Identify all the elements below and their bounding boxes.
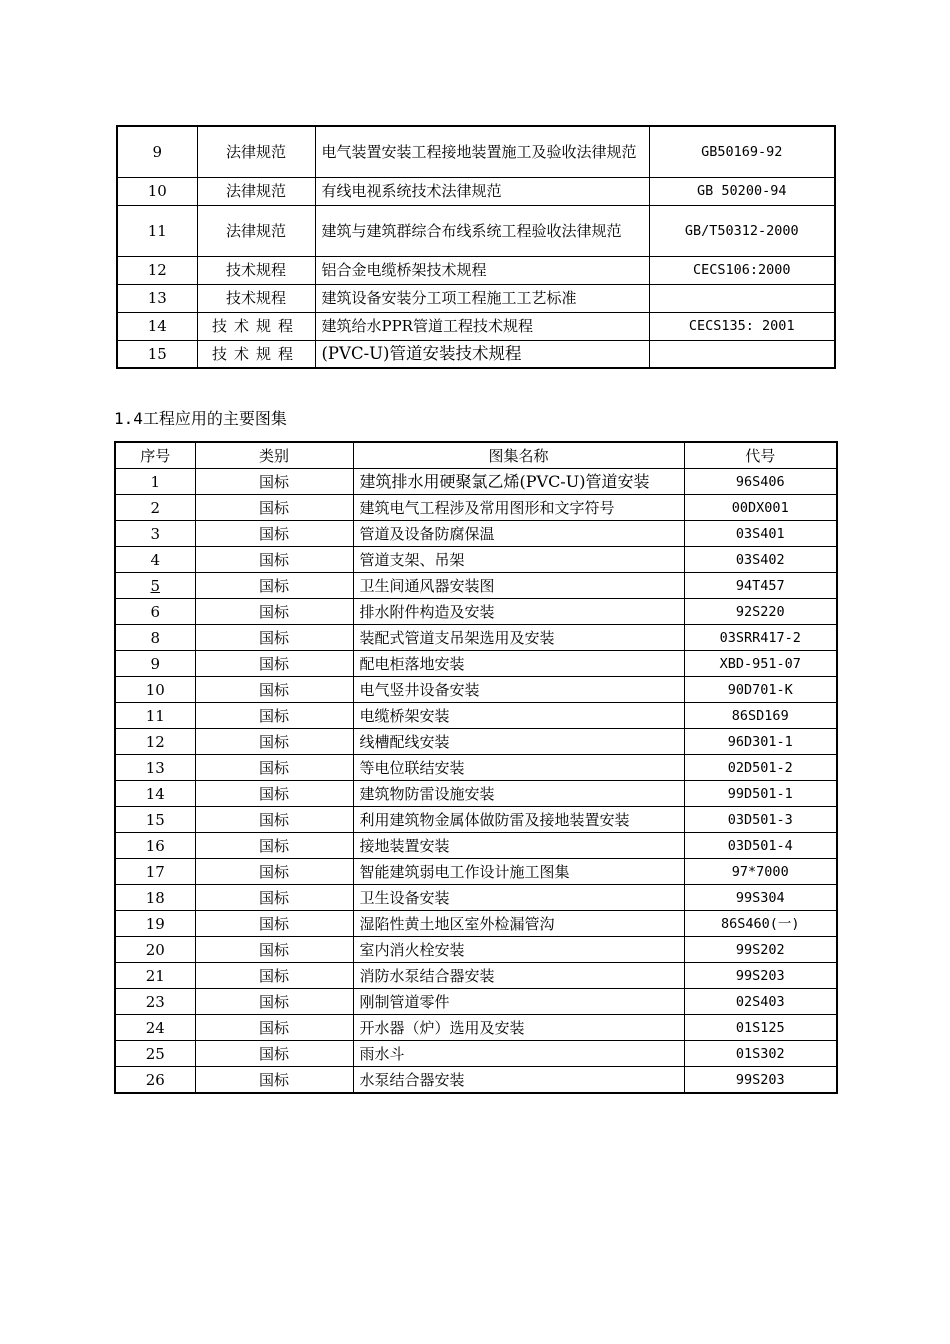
row-number: 5	[115, 573, 195, 599]
row-category: 法律规范	[197, 205, 315, 256]
row-title: 排水附件构造及安装	[353, 599, 684, 625]
table-row	[115, 937, 837, 963]
row-number: 3	[115, 521, 195, 547]
table-row	[115, 911, 837, 937]
row-category: 国标	[195, 677, 353, 703]
row-title: 线槽配线安装	[353, 729, 684, 755]
table-row	[115, 599, 837, 625]
row-title: 湿陷性黄土地区室外检漏管沟	[353, 911, 684, 937]
row-number: 24	[115, 1015, 195, 1041]
row-code: 03SRR417-2	[684, 625, 837, 651]
row-title: 利用建筑物金属体做防雷及接地装置安装	[353, 807, 684, 833]
row-number: 6	[115, 599, 195, 625]
row-number: 26	[115, 1067, 195, 1094]
row-title: 管道及设备防腐保温	[353, 521, 684, 547]
row-title: 刚制管道零件	[353, 989, 684, 1015]
atlas-table	[114, 441, 838, 1094]
row-code: 03S402	[684, 547, 837, 573]
row-number: 11	[117, 205, 197, 256]
table-row	[115, 651, 837, 677]
row-code: 03D501-3	[684, 807, 837, 833]
row-code: 92S220	[684, 599, 837, 625]
row-title: 等电位联结安装	[353, 755, 684, 781]
table-row	[117, 205, 835, 256]
table-row	[115, 1041, 837, 1067]
row-number: 14	[117, 312, 197, 340]
row-number: 18	[115, 885, 195, 911]
table-row	[117, 126, 835, 177]
row-number: 2	[115, 495, 195, 521]
row-title: 建筑设备安装分工项工程施工工艺标准	[315, 284, 649, 312]
row-title: 电气装置安装工程接地装置施工及验收法律规范	[315, 126, 649, 177]
row-category: 国标	[195, 937, 353, 963]
row-category: 国标	[195, 547, 353, 573]
row-code: 00DX001	[684, 495, 837, 521]
table-row	[115, 469, 837, 495]
row-number: 15	[115, 807, 195, 833]
row-code: 96S406	[684, 469, 837, 495]
row-title: 卫生设备安装	[353, 885, 684, 911]
row-number: 4	[115, 547, 195, 573]
row-title: 铝合金电缆桥架技术规程	[315, 256, 649, 284]
atlas-table-body	[115, 469, 837, 1094]
row-code: 03S401	[684, 521, 837, 547]
row-number: 20	[115, 937, 195, 963]
table-row	[117, 177, 835, 205]
row-number: 15	[117, 340, 197, 368]
row-category: 国标	[195, 1015, 353, 1041]
table-row	[115, 755, 837, 781]
table-row	[115, 703, 837, 729]
section-heading	[114, 408, 287, 430]
table-row	[115, 573, 837, 599]
row-title: (PVC-U)管道安装技术规程	[315, 340, 649, 368]
table-row	[115, 781, 837, 807]
row-code: 03D501-4	[684, 833, 837, 859]
row-code: 01S302	[684, 1041, 837, 1067]
row-number: 14	[115, 781, 195, 807]
section-number: 1.4	[114, 409, 143, 428]
row-code: 02S403	[684, 989, 837, 1015]
row-number: 12	[117, 256, 197, 284]
row-category: 国标	[195, 781, 353, 807]
table-row	[115, 677, 837, 703]
row-code: 02D501-2	[684, 755, 837, 781]
table-row	[117, 312, 835, 340]
row-code: 96D301-1	[684, 729, 837, 755]
row-category: 国标	[195, 1041, 353, 1067]
row-code: 86SD169	[684, 703, 837, 729]
row-title: 开水器（炉）选用及安装	[353, 1015, 684, 1041]
row-code	[649, 340, 835, 368]
row-category: 国标	[195, 911, 353, 937]
row-number: 9	[115, 651, 195, 677]
row-category: 技术规程	[197, 312, 315, 340]
table-row	[115, 547, 837, 573]
row-category: 国标	[195, 989, 353, 1015]
row-title: 智能建筑弱电工作设计施工图集	[353, 859, 684, 885]
row-category: 国标	[195, 833, 353, 859]
row-number: 1	[115, 469, 195, 495]
header-title: 图集名称	[353, 442, 684, 469]
row-code: GB50169-92	[649, 126, 835, 177]
row-number: 8	[115, 625, 195, 651]
row-code: 99S203	[684, 963, 837, 989]
atlas-table-header	[115, 442, 837, 469]
row-title: 水泵结合器安装	[353, 1067, 684, 1094]
row-category: 国标	[195, 495, 353, 521]
table-row	[115, 521, 837, 547]
row-number: 12	[115, 729, 195, 755]
row-number: 17	[115, 859, 195, 885]
header-row	[115, 442, 837, 469]
row-category: 国标	[195, 755, 353, 781]
row-title: 电缆桥架安装	[353, 703, 684, 729]
row-category: 技术规程	[197, 284, 315, 312]
row-code: 97*7000	[684, 859, 837, 885]
row-number: 10	[115, 677, 195, 703]
row-title: 建筑物防雷设施安装	[353, 781, 684, 807]
section-title: 工程应用的主要图集	[142, 409, 287, 428]
row-title: 有线电视系统技术法律规范	[315, 177, 649, 205]
row-number: 16	[115, 833, 195, 859]
row-category: 国标	[195, 469, 353, 495]
row-title: 室内消火栓安装	[353, 937, 684, 963]
row-category: 国标	[195, 521, 353, 547]
row-title: 建筑给水PPR管道工程技术规程	[315, 312, 649, 340]
table-row	[115, 495, 837, 521]
row-number: 10	[117, 177, 197, 205]
row-number: 9	[117, 126, 197, 177]
row-title: 电气竖井设备安装	[353, 677, 684, 703]
row-code: 99D501-1	[684, 781, 837, 807]
row-code: CECS106:2000	[649, 256, 835, 284]
row-number: 21	[115, 963, 195, 989]
header-code: 代号	[684, 442, 837, 469]
row-number: 13	[117, 284, 197, 312]
row-code: 99S304	[684, 885, 837, 911]
row-title: 接地装置安装	[353, 833, 684, 859]
table-row	[115, 963, 837, 989]
table-row	[117, 340, 835, 368]
row-title: 建筑电气工程涉及常用图形和文字符号	[353, 495, 684, 521]
row-code: 90D701-K	[684, 677, 837, 703]
row-code: XBD-951-07	[684, 651, 837, 677]
row-category: 国标	[195, 963, 353, 989]
table-row	[115, 625, 837, 651]
row-category: 国标	[195, 599, 353, 625]
row-code: GB 50200-94	[649, 177, 835, 205]
row-code: 99S202	[684, 937, 837, 963]
row-title: 雨水斗	[353, 1041, 684, 1067]
table-row	[115, 989, 837, 1015]
standards-table-body	[117, 126, 835, 368]
row-category: 国标	[195, 651, 353, 677]
table-row	[115, 729, 837, 755]
table-row	[115, 833, 837, 859]
row-number: 13	[115, 755, 195, 781]
row-category: 国标	[195, 625, 353, 651]
table-row	[115, 807, 837, 833]
row-code: 01S125	[684, 1015, 837, 1041]
row-code: 94T457	[684, 573, 837, 599]
row-category: 国标	[195, 1067, 353, 1094]
table-row	[115, 1015, 837, 1041]
table-row	[115, 1067, 837, 1094]
row-number: 25	[115, 1041, 195, 1067]
table-row	[115, 859, 837, 885]
row-category: 国标	[195, 885, 353, 911]
row-category: 技术规程	[197, 340, 315, 368]
header-number: 序号	[115, 442, 195, 469]
row-code	[649, 284, 835, 312]
row-category: 法律规范	[197, 177, 315, 205]
row-title: 卫生间通风器安装图	[353, 573, 684, 599]
row-code: CECS135: 2001	[649, 312, 835, 340]
row-code: 86S460(一)	[684, 911, 837, 937]
header-category: 类别	[195, 442, 353, 469]
row-title: 配电柜落地安装	[353, 651, 684, 677]
table-row	[115, 885, 837, 911]
row-category: 国标	[195, 573, 353, 599]
row-title: 装配式管道支吊架选用及安装	[353, 625, 684, 651]
row-title: 建筑排水用硬聚氯乙烯(PVC-U)管道安装	[353, 469, 684, 495]
row-code: 99S203	[684, 1067, 837, 1094]
row-number: 19	[115, 911, 195, 937]
standards-table	[116, 125, 836, 369]
row-title: 管道支架、吊架	[353, 547, 684, 573]
row-category: 国标	[195, 859, 353, 885]
row-category: 国标	[195, 703, 353, 729]
row-category: 国标	[195, 807, 353, 833]
table-row	[117, 256, 835, 284]
row-number: 23	[115, 989, 195, 1015]
row-title: 消防水泵结合器安装	[353, 963, 684, 989]
table-row	[117, 284, 835, 312]
row-number: 11	[115, 703, 195, 729]
row-category: 法律规范	[197, 126, 315, 177]
row-title: 建筑与建筑群综合布线系统工程验收法律规范	[315, 205, 649, 256]
row-category: 国标	[195, 729, 353, 755]
row-code: GB/T50312-2000	[649, 205, 835, 256]
row-category: 技术规程	[197, 256, 315, 284]
